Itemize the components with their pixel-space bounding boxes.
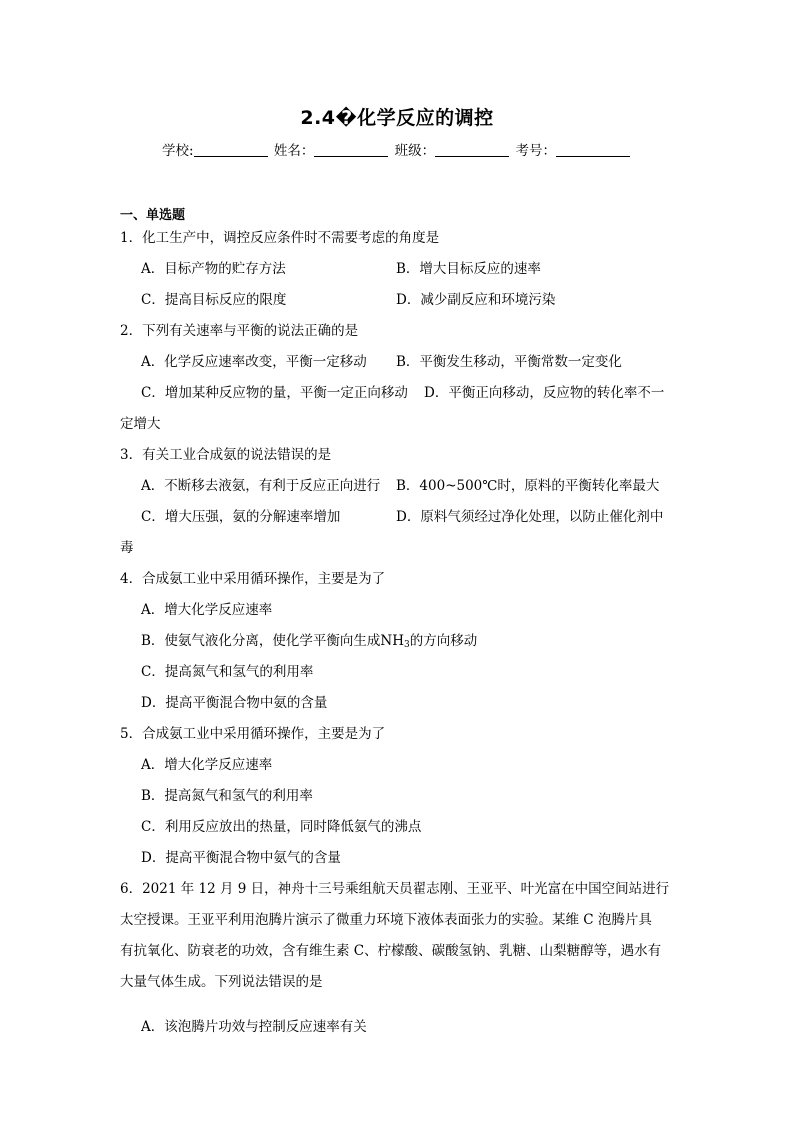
- question-4-stem: 4．合成氨工业中采用循环操作，主要是为了: [120, 571, 386, 587]
- question-4-option-b: [141, 632, 477, 650]
- class-label: 班级：: [394, 143, 436, 159]
- ammonia-formula: NH: [380, 633, 405, 649]
- question-2-option-d-continued: 定增大: [120, 416, 161, 432]
- question-6-stem-line-1: 6．2021 年 12 月 9 日，神舟十三号乘组航天员翟志刚、王亚平、叶光富在中国空间站进行: [120, 881, 670, 897]
- question-6-stem-line-2: 太空授课。王亚平利用泡腾片演示了微重力环境下液体表面张力的实验。某维 C 泡腾片具: [120, 912, 652, 928]
- school-blank[interactable]: [194, 143, 268, 157]
- question-5-option-d: D．提高平衡混合物中氨气的含量: [141, 850, 341, 866]
- question-3-option-b: B．400~500℃时，原料的平衡转化率最大: [396, 478, 660, 494]
- page-title: 2.4�化学反应的调控: [300, 107, 494, 129]
- question-5-option-a: A．增大化学反应速率: [141, 757, 273, 773]
- question-3-stem: 3．有关工业合成氨的说法错误的是: [120, 447, 332, 463]
- question-3-option-d-continued: 毒: [120, 540, 134, 556]
- question-6-option-a: A．该泡腾片功效与控制反应速率有关: [141, 1019, 367, 1035]
- question-1-option-c: C．提高目标反应的限度: [141, 292, 287, 308]
- question-5-option-c: C．利用反应放出的热量，同时降低氨气的沸点: [141, 819, 422, 835]
- question-3-option-a: A．不断移去液氨，有利于反应正向进行: [141, 478, 381, 494]
- class-blank[interactable]: [435, 143, 509, 157]
- name-label: 姓名：: [273, 143, 315, 159]
- question-1-option-a: A．目标产物的贮存方法: [141, 261, 286, 277]
- question-4-option-c: C．提高氮气和氢气的利用率: [141, 664, 314, 680]
- number-blank[interactable]: [556, 143, 630, 157]
- question-1-option-d: D．减少副反应和环境污染: [396, 292, 556, 308]
- question-3-option-c: C．增大压强，氨的分解速率增加: [141, 509, 341, 525]
- question-4-option-a: A．增大化学反应速率: [141, 602, 273, 618]
- question-2-stem: 2．下列有关速率与平衡的说法正确的是: [120, 323, 359, 339]
- question-6-stem-line-4: 大量气体生成。下列说法错误的是: [120, 974, 323, 990]
- question-5-stem: 5．合成氨工业中采用循环操作，主要是为了: [120, 726, 386, 742]
- question-5-option-b: B．提高氮气和氢气的利用率: [141, 788, 313, 804]
- question-1-option-b: B．增大目标反应的速率: [396, 261, 541, 277]
- school-label: 学校:: [162, 143, 194, 159]
- ammonia-subscript: 3: [404, 640, 410, 650]
- question-4-option-d: D．提高平衡混合物中氨的含量: [141, 695, 328, 711]
- question-2-option-c: C．增加某种反应物的量，平衡一定正向移动: [141, 385, 408, 401]
- question-2-option-a: A．化学反应速率改变，平衡一定移动: [141, 354, 367, 370]
- question-1-stem: 1．化工生产中，调控反应条件时不需要考虑的角度是: [120, 230, 440, 246]
- question-2-option-d: D．平衡正向移动，反应物的转化率不一: [424, 385, 665, 401]
- number-label: 考号：: [515, 143, 556, 159]
- question-3-option-d: D．原料气须经过净化处理，以防止催化剂中: [396, 509, 664, 525]
- question-4-option-b-tail: 的方向移动: [409, 633, 478, 649]
- question-2-option-b: B．平衡发生移动，平衡常数一定变化: [396, 354, 622, 370]
- section-title: 一、单选题: [120, 208, 186, 223]
- question-6-stem-line-3: 有抗氧化、防衰老的功效，含有维生素 C、柠檬酸、碳酸氢钠、乳糖、山梨糖醇等，遇水有: [120, 943, 662, 959]
- student-info-line: [0, 139, 794, 159]
- name-blank[interactable]: [314, 143, 388, 157]
- question-4-option-b-text: B．使氨气液化分离，使化学平衡向生成: [141, 633, 381, 649]
